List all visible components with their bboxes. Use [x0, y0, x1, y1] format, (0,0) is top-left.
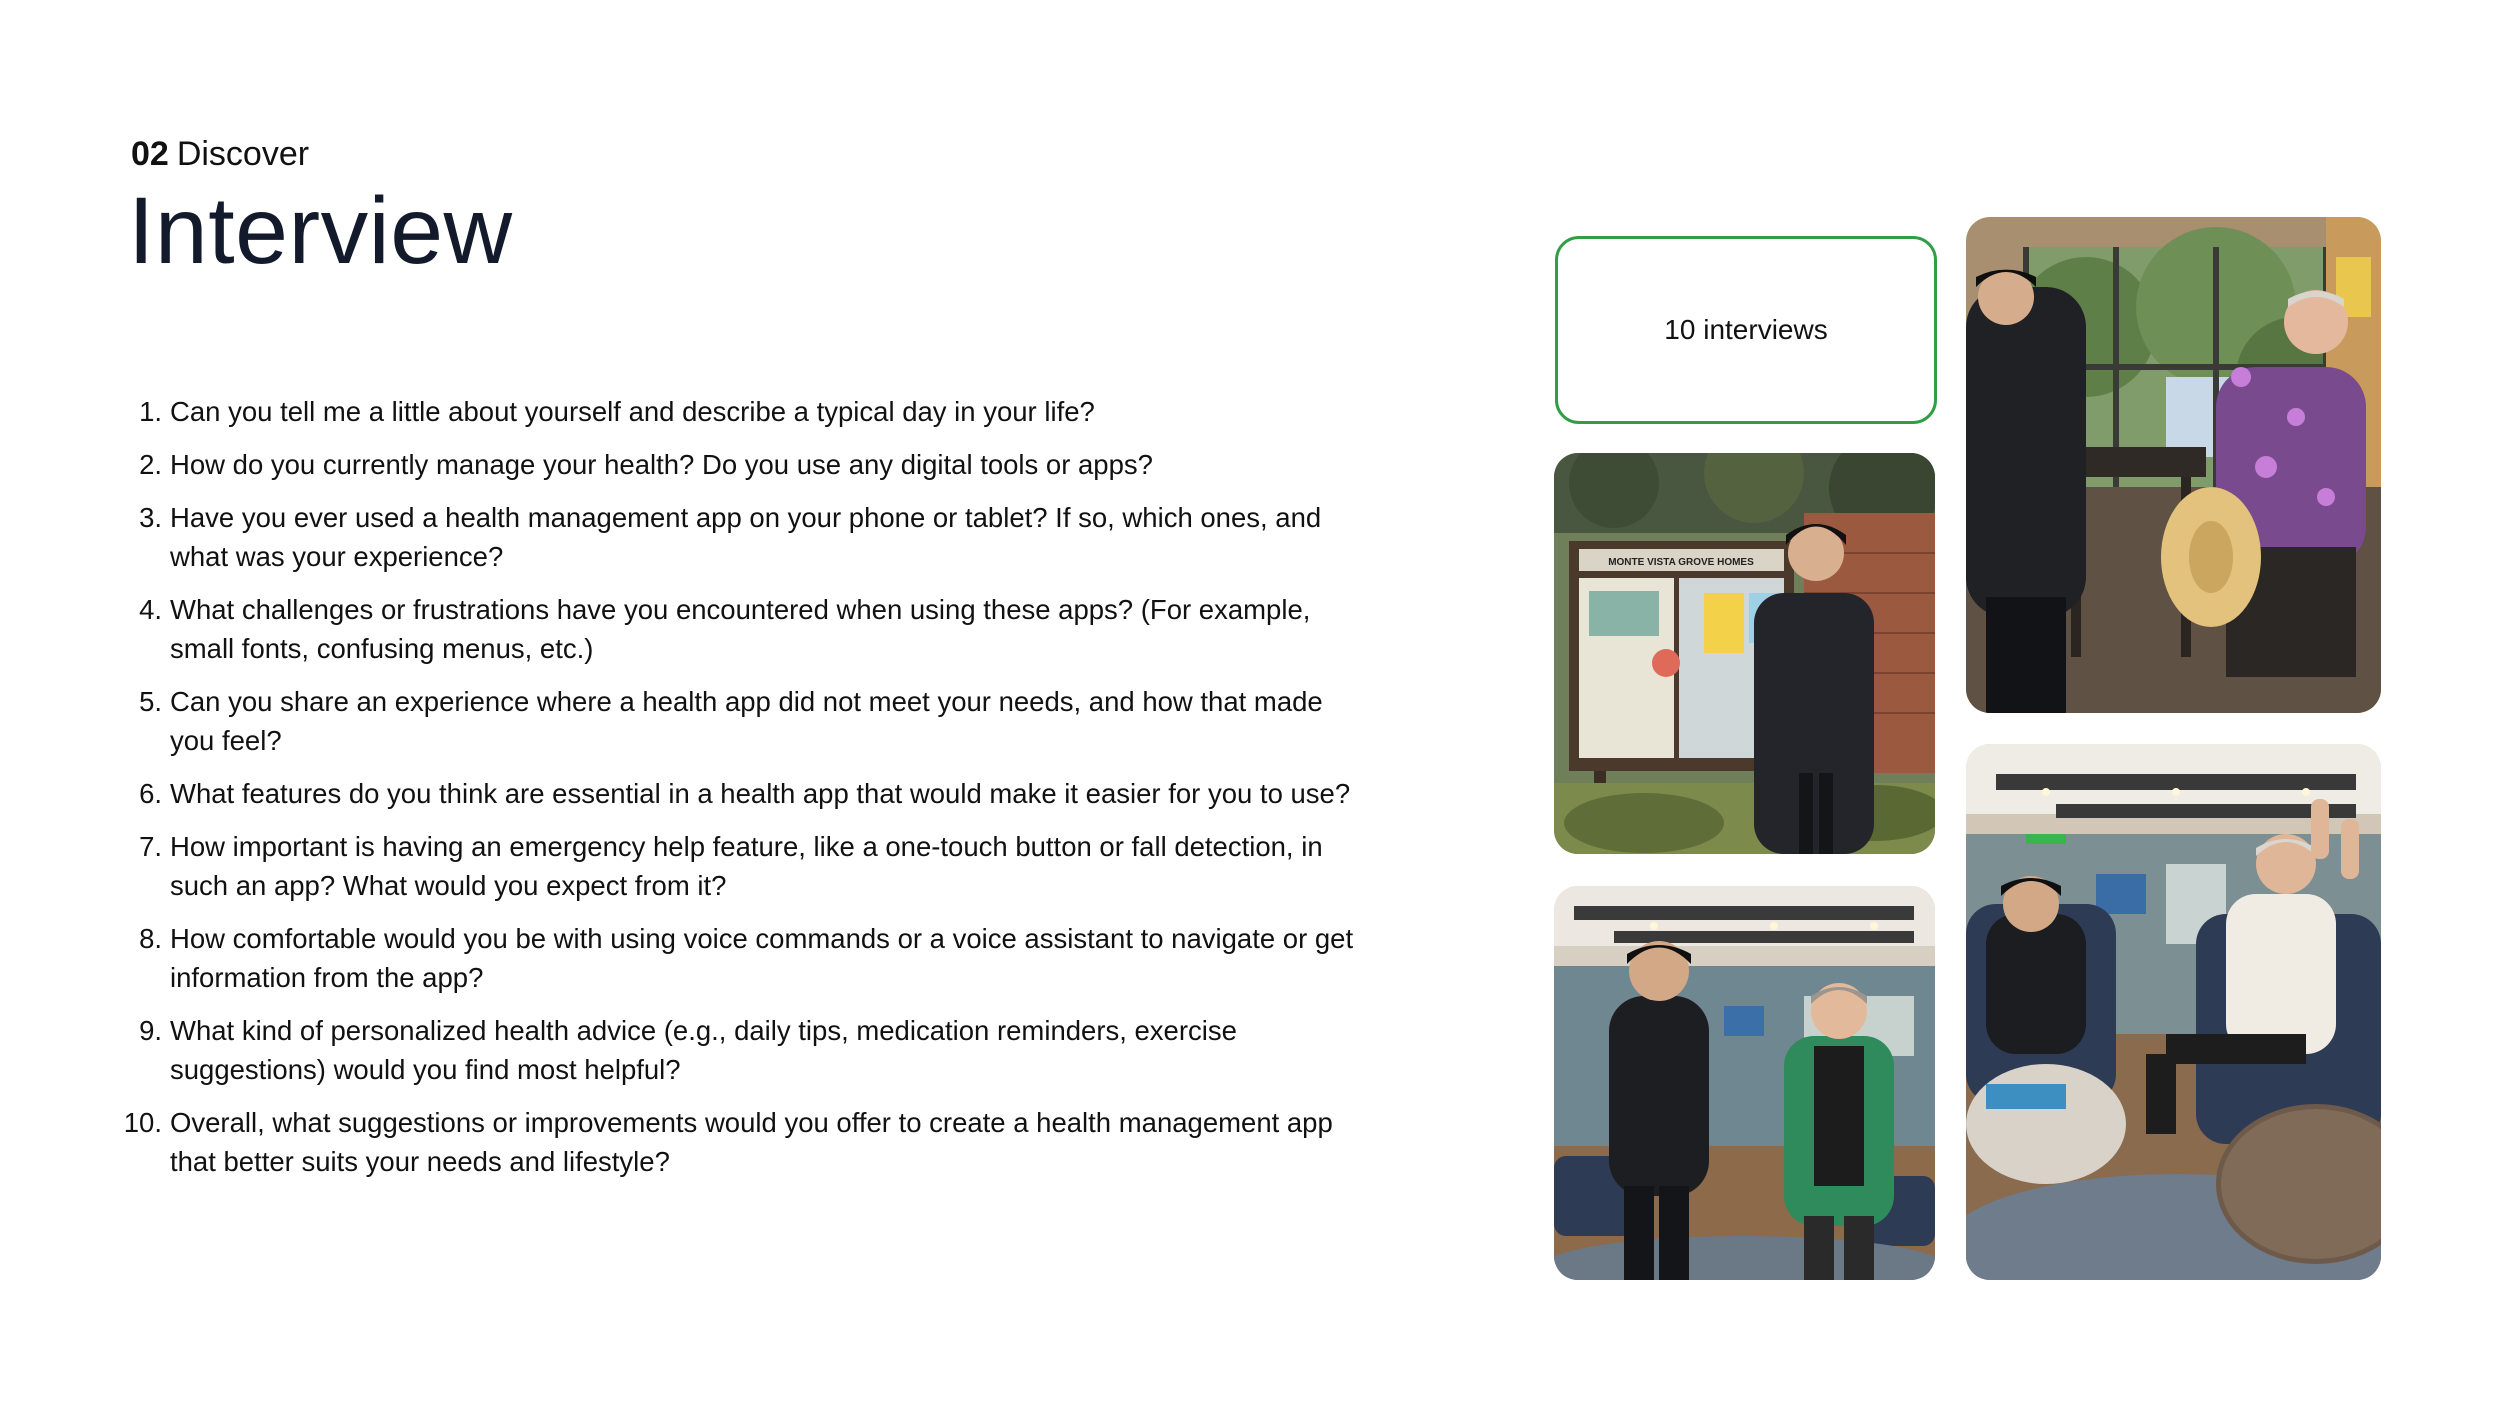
section-label [131, 134, 309, 174]
photo-lobby-standing [1554, 886, 1935, 1280]
question-text: Have you ever used a health management app on your phone or tablet? If so, which ones, and what was your experience? [170, 502, 1322, 572]
question-number: 3. [139, 502, 162, 533]
question-number: 4. [139, 594, 162, 625]
list-item [120, 774, 1360, 813]
list-item [120, 590, 1360, 668]
question-text: Overall, what suggestions or improvements would you offer to create a health management app that better suits your needs and lifestyle? [170, 1107, 1333, 1177]
question-number: 1. [139, 396, 162, 427]
list-item [120, 392, 1360, 431]
interview-count-label: 10 interviews [1664, 314, 1828, 345]
photo-cafe-interview [1966, 217, 2381, 713]
lobby-seated-illustration [1966, 744, 2381, 1280]
question-text: Can you tell me a little about yourself and describe a typical day in your life? [170, 396, 1095, 427]
question-number: 5. [139, 686, 162, 717]
question-text: How do you currently manage your health? Do you use any digital tools or apps? [170, 449, 1153, 480]
question-text: Can you share an experience where a health app did not meet your needs, and how that made you feel? [170, 686, 1323, 756]
list-item [120, 498, 1360, 576]
section-number: 02 [131, 135, 169, 173]
question-number: 9. [139, 1015, 162, 1046]
interview-count-card [1555, 236, 1937, 424]
interview-question-list [120, 392, 1360, 1195]
list-item [120, 445, 1360, 484]
lobby-standing-illustration [1554, 886, 1935, 1280]
question-number: 8. [139, 923, 162, 954]
cafe-interview-illustration [1966, 217, 2381, 713]
question-text: How important is having an emergency help feature, like a one-touch button or fall detection, in such an app? What would you expect from it? [170, 831, 1323, 901]
photo-lobby-seated [1966, 744, 2381, 1280]
question-number: 2. [139, 449, 162, 480]
question-text: What kind of personalized health advice (e.g., daily tips, medication reminders, exercise suggestions) would you find most helpful? [170, 1015, 1237, 1085]
question-text: What features do you think are essential in a health app that would make it easier for you to use? [170, 778, 1351, 809]
section-name: Discover [176, 135, 310, 173]
photo-notice-board [1554, 453, 1935, 854]
page-title: Interview [128, 178, 513, 284]
notice-board-illustration [1554, 453, 1935, 854]
board-sign-text: MONTE VISTA GROVE HOMES [1608, 557, 1754, 568]
question-text: How comfortable would you be with using voice commands or a voice assistant to navigate or get information from the app? [170, 923, 1354, 993]
list-item [120, 1011, 1360, 1089]
list-item [120, 919, 1360, 997]
list-item [120, 827, 1360, 905]
question-text: What challenges or frustrations have you encountered when using these apps? (For example, small fonts, confusing menus, etc.) [170, 594, 1311, 664]
question-number: 6. [139, 778, 162, 809]
question-number: 7. [139, 831, 162, 862]
list-item [120, 1103, 1360, 1181]
question-number: 10. [123, 1107, 162, 1138]
list-item [120, 682, 1360, 760]
